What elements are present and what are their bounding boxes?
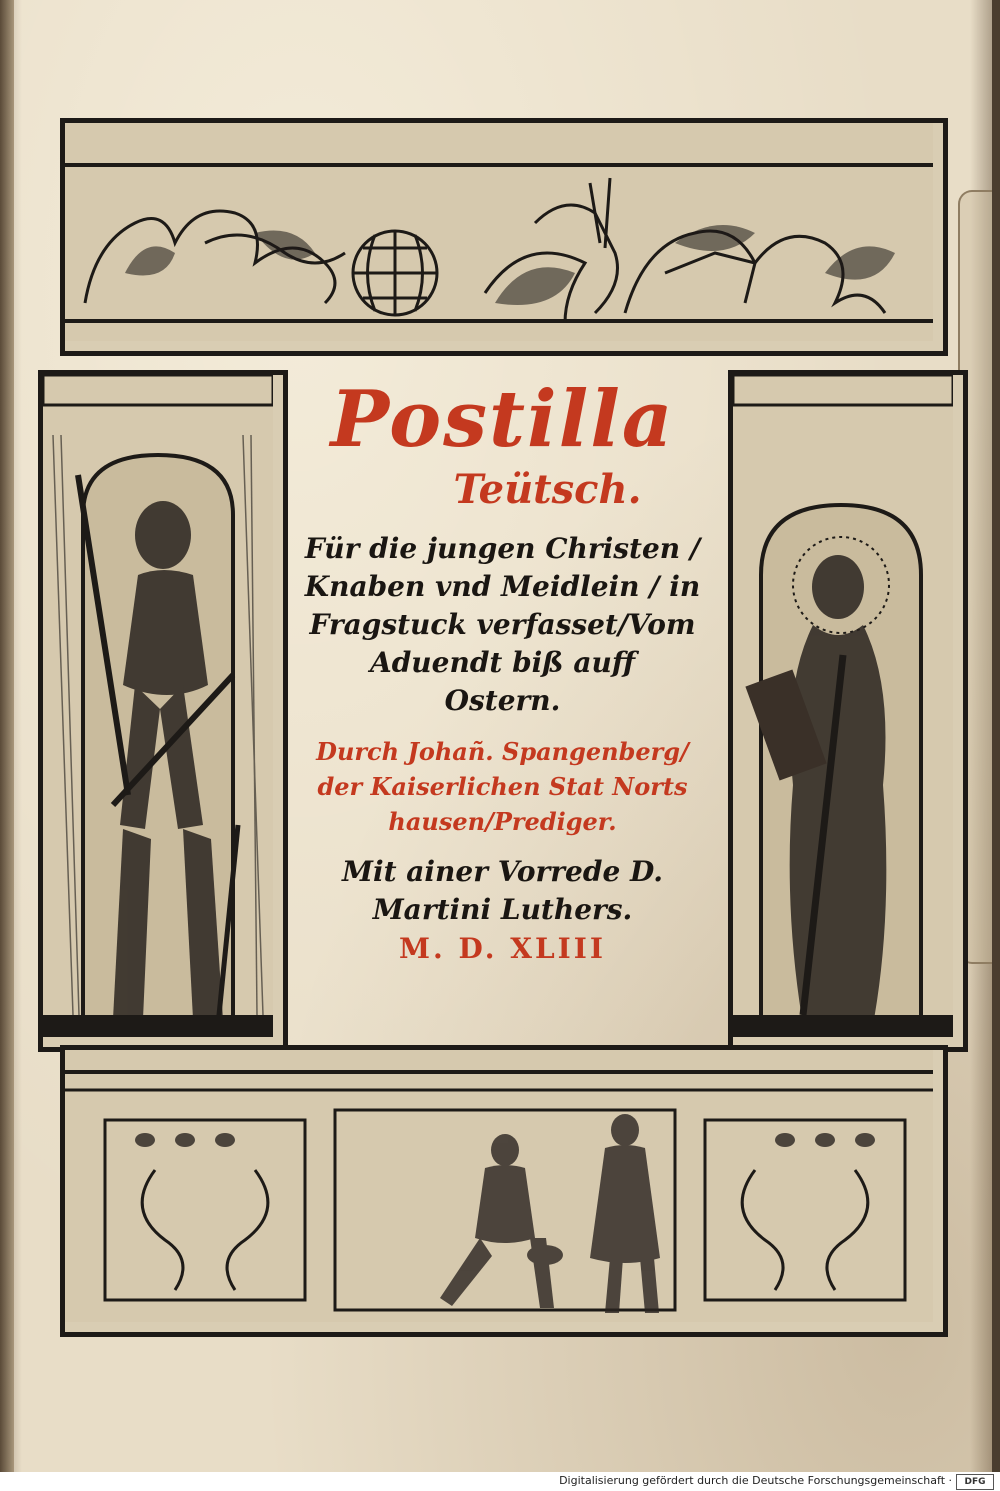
digitization-footer bbox=[0, 1472, 1000, 1491]
author-line: Durch Johañ. Spangenberg/ bbox=[316, 737, 689, 766]
header-woodcut-band bbox=[60, 118, 948, 356]
description-line: Fragstuck verfasset/Vom bbox=[309, 608, 696, 641]
description-line: Aduendt biß auff bbox=[370, 646, 635, 679]
description-block bbox=[285, 530, 720, 720]
publication-date: M. D. XLIII bbox=[399, 932, 606, 965]
saint-figure-illustration bbox=[733, 375, 953, 1037]
header-woodcut-illustration bbox=[65, 123, 933, 341]
author-block bbox=[285, 734, 720, 839]
footer-woodcut-band bbox=[60, 1045, 948, 1337]
page-gutter-shadow bbox=[0, 0, 14, 1472]
author-line: hausen/Prediger. bbox=[388, 807, 617, 836]
title-postilla: Postilla bbox=[330, 374, 675, 465]
preface-line: Mit ainer Vorrede D. bbox=[341, 855, 664, 888]
page-edge bbox=[992, 0, 1000, 1472]
digitization-credit: Digitalisierung gefördert durch die Deutsche Forschungsgemeinschaft · bbox=[559, 1474, 952, 1487]
description-line: Ostern. bbox=[444, 684, 561, 717]
dfg-logo: DFG bbox=[956, 1474, 994, 1490]
left-pillar-knight-woodcut bbox=[38, 370, 288, 1052]
title-panel bbox=[285, 370, 720, 1040]
footer-woodcut-illustration bbox=[65, 1050, 933, 1322]
right-pillar-saint-woodcut bbox=[728, 370, 968, 1052]
knight-figure-illustration bbox=[43, 375, 273, 1037]
title-teutsch: Teütsch. bbox=[453, 466, 642, 513]
description-line: Für die jungen Christen / bbox=[304, 532, 701, 565]
author-line: der Kaiserlichen Stat Norts bbox=[317, 772, 688, 801]
preface-line: Martini Luthers. bbox=[372, 893, 633, 926]
description-line: Knaben vnd Meidlein / in bbox=[304, 570, 701, 603]
preface-block bbox=[285, 853, 720, 929]
